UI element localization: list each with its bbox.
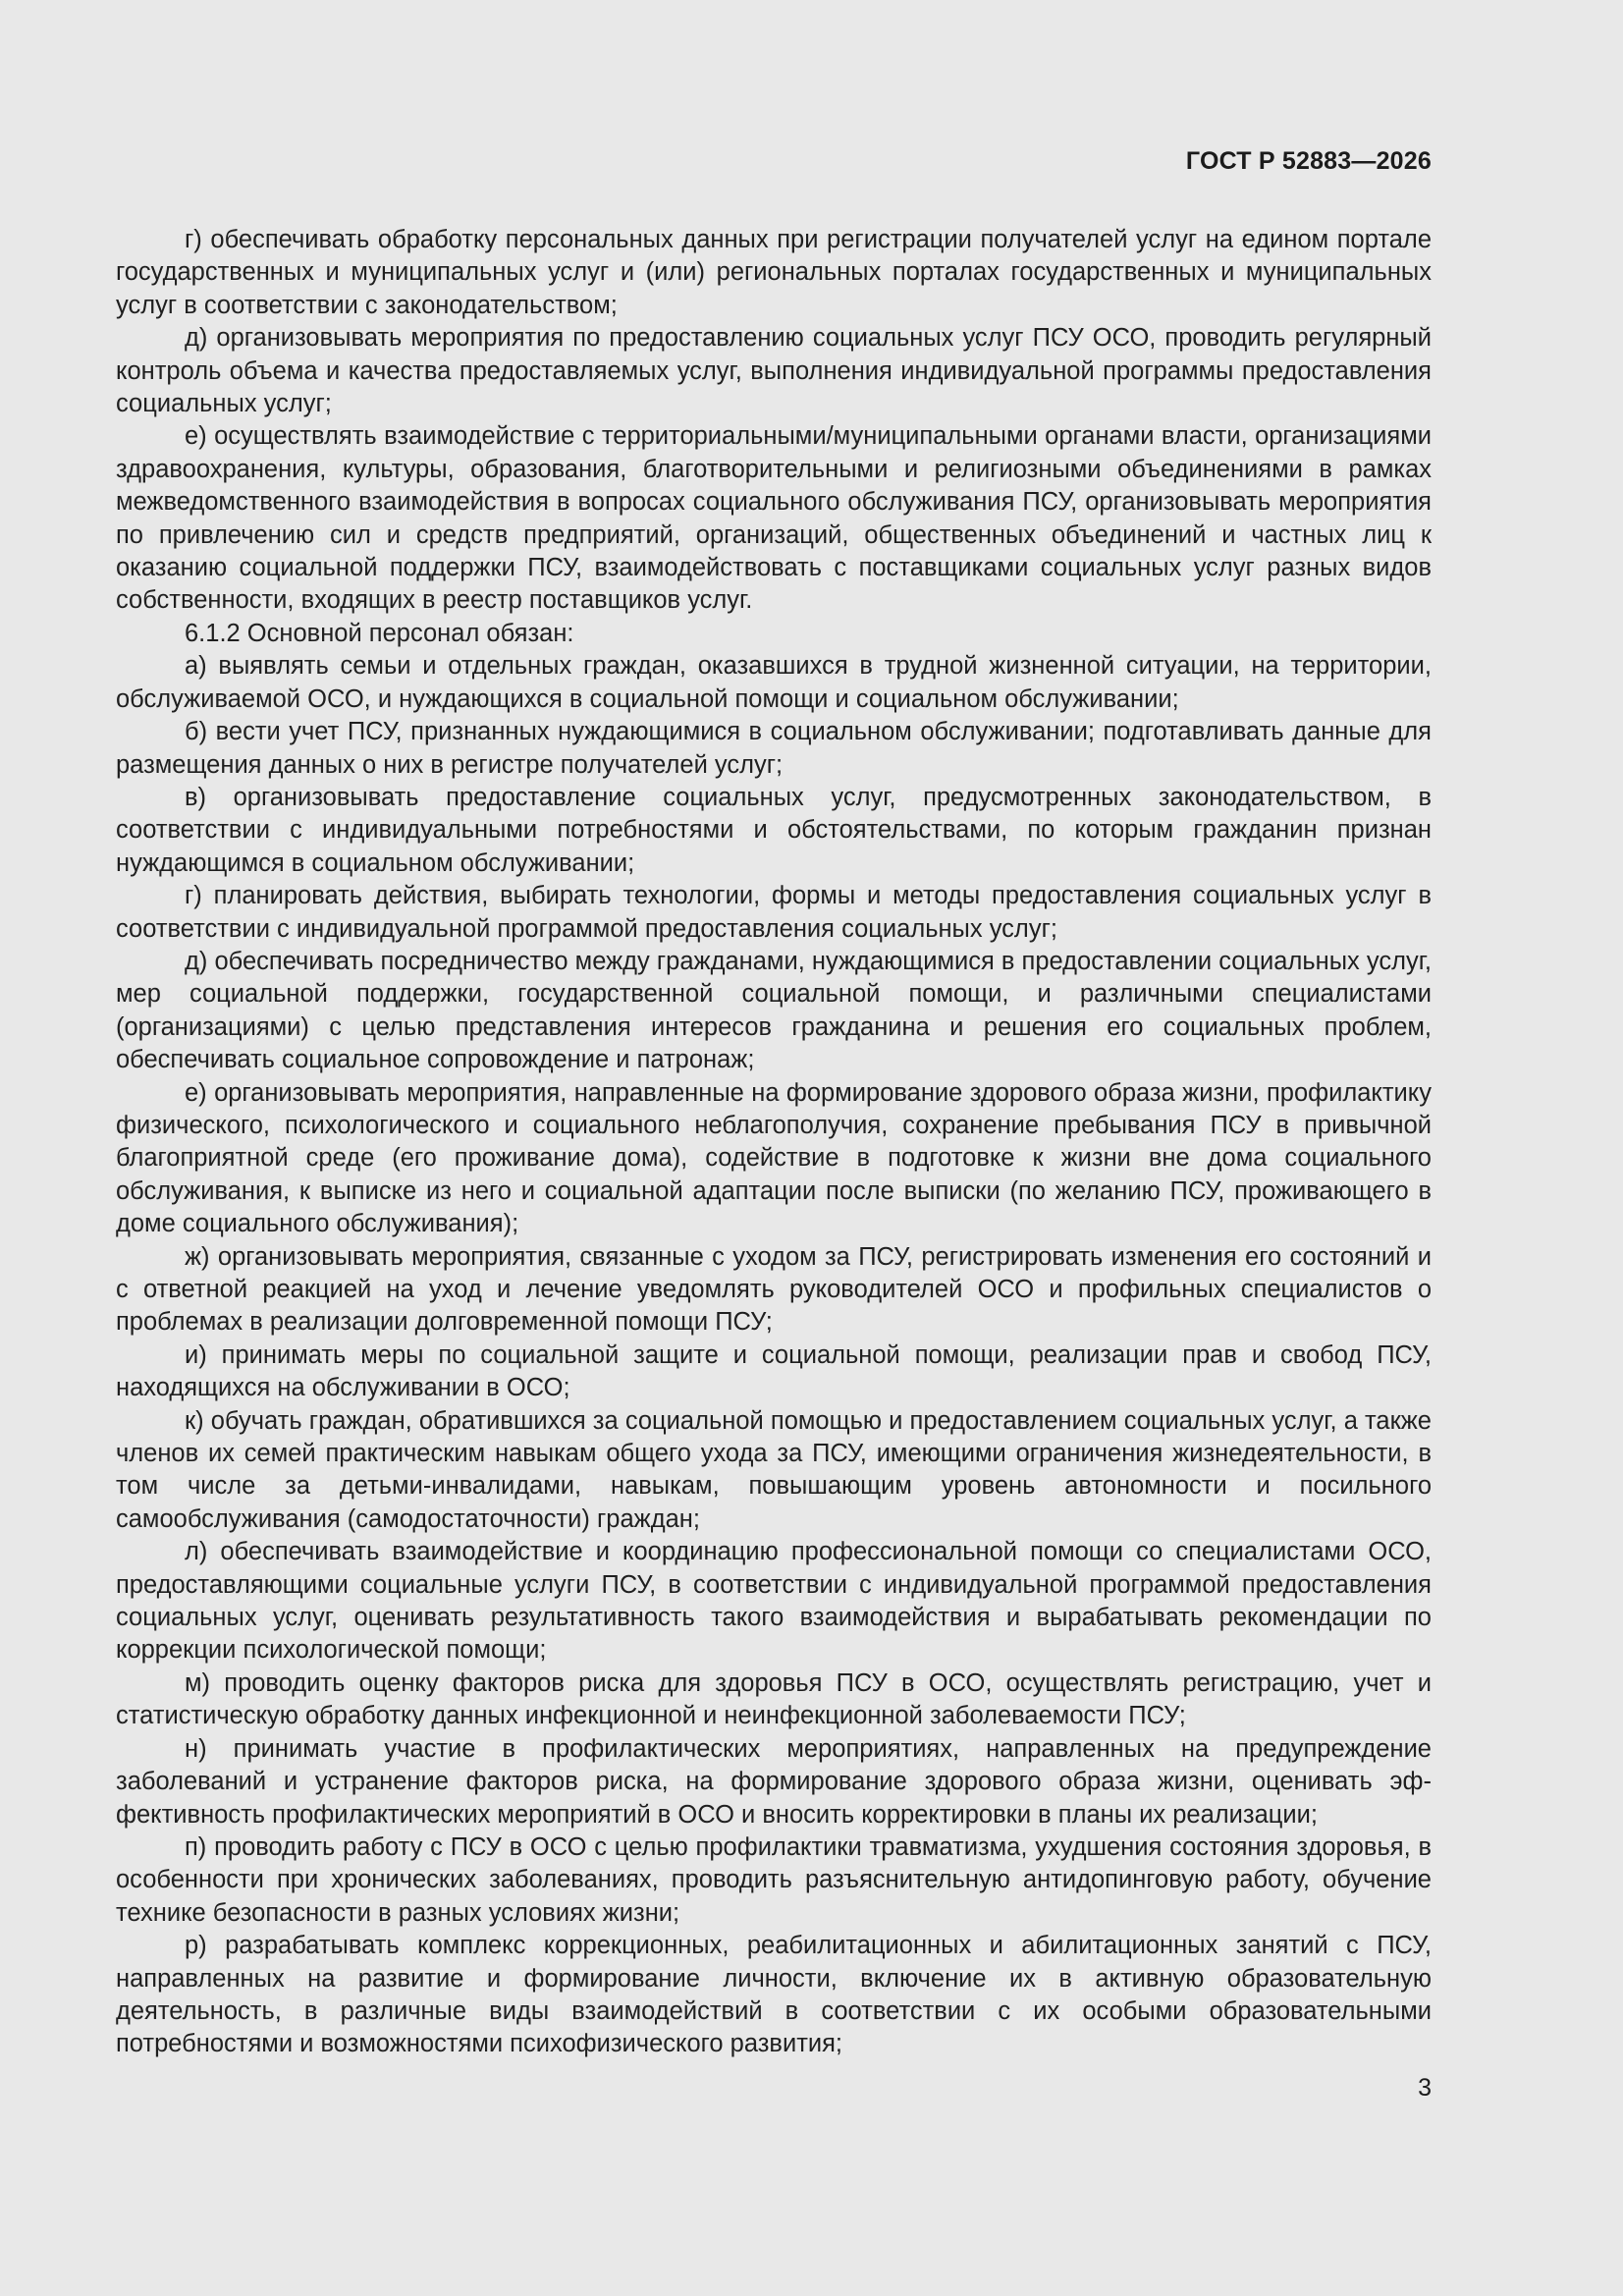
paragraph-item-n: н) принимать участие в профилактических мероприятиях, направленных на предупреждение заболеваний и устранение факторов риска, на формирование здорового образа жизни, оценивать эффективность профилактических мероприятий в ОСО и вносить корректировки в планы их реализации; xyxy=(116,1734,1432,1829)
document-body xyxy=(116,224,1432,2061)
paragraph-item-d2: д) обеспечивать посредничество между гражданами, нуждающимися в предоставлении социальных услуг, мер социальной поддержки, государственной социальной помощи, и различными специалистами (организациями) с целью представления интересов гражданина и решения его социальных проблем, обеспечивать социальное сопровождение и патронаж; xyxy=(116,947,1432,1074)
page-number: 3 xyxy=(1418,2074,1432,2102)
paragraph-item-b: б) вести учет ПСУ, признанных нуждающимися в социальном обслуживании; подготавливать данные для размещения данных о них в регистре получателей услуг; xyxy=(116,718,1432,779)
paragraph-item-p: п) проводить работу с ПСУ в ОСО с целью профилактики травматизма, ухудшения состояния здоровья, в особенности при хронических заболеваниях, проводить разъяснительную антидопинговую работу, обучение технике безопасности в разных условиях жизни; xyxy=(116,1832,1432,1927)
paragraph-item-k: к) обучать граждан, обратившихся за социальной помощью и предоставлением социальных услуг, а также членов их семей практическим навыкам общего ухода за ПСУ, имеющими ограничения жизнедеятельности, в том числе за детьми-инвалидами, навыкам, повышающим уровень автономности и посильного самообслуживания (самодостаточности) граждан; xyxy=(116,1406,1432,1533)
paragraph-item-zh: ж) организовывать мероприятия, связанные с уходом за ПСУ, регистрировать изменения его состояний и с ответной реакцией на уход и лечение уведомлять руководителей ОСО и профильных специалистов о проблемах в реализации долговременной помощи ПСУ; xyxy=(116,1242,1432,1337)
paragraph-item-m: м) проводить оценку факторов риска для здоровья ПСУ в ОСО, осуществлять регистрацию, учет и статистическую обработку данных инфекционной и неинфекционной заболеваемости ПСУ; xyxy=(116,1668,1432,1730)
clause-heading-6-1-2: 6.1.2 Основной персонал обязан: xyxy=(185,619,574,647)
paragraph-item-g: г) обеспечивать обработку персональных данных при регистрации получателей услуг на едином портале государственных и муниципальных услуг и (или) региональных порталах государственных и муниципальных услуг в соответствии с законодательством; xyxy=(116,226,1432,319)
paragraph-item-e2: е) организовывать мероприятия, направленные на формирование здорового образа жизни, профилактику физического, психологического и социального неблагополучия, сохранение пребывания ПСУ в привычной благоприятной среде (его проживание дома), содействие в подготовке к жизни вне дома социального обслуживания, к выписке из него и социальной адаптации после выписки (по желанию ПСУ, проживающего в доме социального обслуживания); xyxy=(116,1078,1432,1238)
paragraph-item-i: и) принимать меры по социальной защите и социальной помощи, реализации прав и свобод ПСУ, находящихся на обслуживании в ОСО; xyxy=(116,1340,1432,1402)
paragraph-item-r: р) разрабатывать комплекс коррекционных, реабилитационных и абилитационных занятий с ПСУ, направленных на развитие и формирование личности, включение их в активную образовательную деятельность, в различные виды взаимодействий в соответствии с их особыми образовательными потребностями и возможностями психофизического развития; xyxy=(116,1932,1432,2058)
document-id-header: ГОСТ Р 52883—2026 xyxy=(1185,147,1432,175)
paragraph-item-a: а) выявлять семьи и отдельных граждан, оказавшихся в трудной жизненной ситуации, на территории, обслуживаемой ОСО, и нуждающихся в социальной помощи и социальном обслуживании; xyxy=(116,652,1432,713)
paragraph-item-l: л) обеспечивать взаимодействие и координацию профессиональной помощи со специалистами ОСО, предоставляющими социальные услуги ПСУ, в соответствии с индивидуальной программой предоставления социальных услуг, оценивать результативность такого взаимодействия и вырабатывать рекомендации по коррекции психологической помощи; xyxy=(116,1538,1432,1665)
paragraph-item-v: в) организовывать предоставление социальных услуг, предусмотренных законодательством, в соответствии с индивидуальными потребностями и обстоятельствами, по которым гражданин признан нуждающимся в социальном обслуживании; xyxy=(116,783,1432,877)
paragraph-item-e: е) осуществлять взаимодействие с территориальными/муниципальными органами власти, организациями здравоохранения, культуры, образования, благотворительными и религиозными объединениями в рамках межведомственного взаимодействия в вопросах социального обслуживания ПСУ, организовывать мероприятия по привлечению сил и средств предприятий, организаций, общественных объединений и частных лиц к оказанию социальной поддержки ПСУ, взаимодействовать с поставщиками социальных услуг разных видов собственности, входящих в реестр поставщиков услуг. xyxy=(116,422,1432,615)
paragraph-item-g2: г) планировать действия, выбирать технологии, формы и методы предоставления социальных услуг в соответствии с индивидуальной программой предоставления социальных услуг; xyxy=(116,882,1432,943)
paragraph-item-d: д) организовывать мероприятия по предоставлению социальных услуг ПСУ ОСО, проводить регулярный контроль объема и качества предоставляемых услуг, выполнения индивидуальной программы предоставления социальных услуг; xyxy=(116,324,1432,418)
